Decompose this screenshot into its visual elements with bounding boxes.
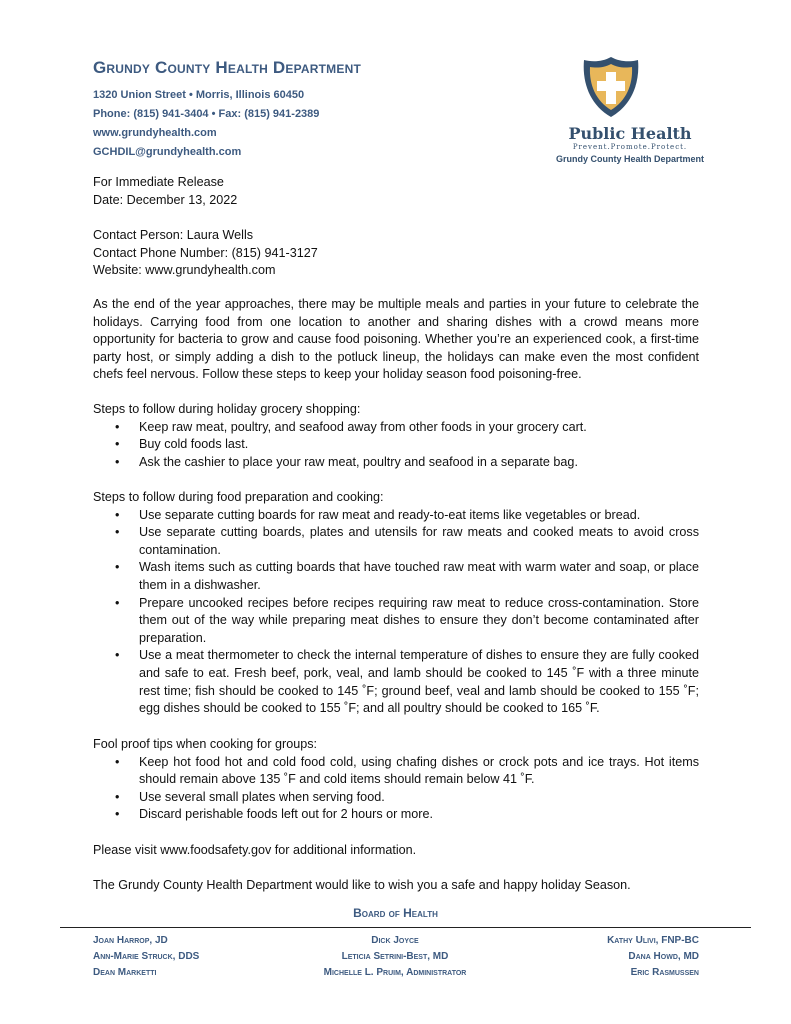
groups-heading: Fool proof tips when cooking for groups: — [93, 737, 318, 751]
intro-paragraph: As the end of the year approaches, there may be multiple meals and parties in your future to celebrate the holidays. Carrying food from one location to another and sharing dishes with a crowd means more opportunity for bacteria to grow and cause food poisoning. Whether you’re an experienced cook, a first-time party host, or simply adding a dish to the potluck lineup, the holidays can make even the most confident chefs feel nervous. Follow these steps to keep your holiday season food poisoning-free. — [93, 297, 699, 382]
list-item: • Use several small plates when serving food. — [93, 789, 699, 807]
contact-website: Website: www.grundyhealth.com — [93, 263, 276, 278]
board-member: Eric Rasmussen — [630, 967, 699, 978]
list-item: • Prepare uncooked recipes before recipes requiring raw meat to reduce cross-contamination. Store them out of the way while preparing meat dishes to ensure they don’t become contaminated after preparation. — [93, 595, 699, 648]
list-item: • Use separate cutting boards, plates and utensils for raw meats and cooked meats to avoid cross contamination. — [93, 524, 699, 559]
list-item: • Buy cold foods last. — [93, 436, 699, 454]
board-member: Michelle L. Pruim, Administrator — [323, 967, 467, 978]
board-member: Dick Joyce — [371, 935, 419, 946]
preparation-list — [93, 507, 699, 718]
list-item: • Use a meat thermometer to check the internal temperature of dishes to ensure they are fully cooked and safe to eat. Fresh beef, pork, veal, and lamb should be cooked to 145 ˚F with a three minute rest time; fish should be cooked to 145 ˚F; ground beef, veal and lamb should be cooked to 155 ˚F; egg dishes should be cooked to 155 ˚F; and all poultry should be cooked to 165 ˚F. — [93, 647, 699, 717]
release-info — [93, 174, 699, 209]
public-health-logo — [545, 55, 715, 170]
shopping-heading: Steps to follow during holiday grocery shopping: — [93, 402, 361, 416]
release-date: Date: December 13, 2022 — [93, 192, 238, 207]
board-title: Board of Health — [353, 906, 438, 920]
organization-name: Grundy County Health Department — [93, 58, 361, 77]
list-item: • Use separate cutting boards for raw meat and ready-to-eat items like vegetables or bread. — [93, 507, 699, 525]
board-member: Joan Harrop, JD — [93, 935, 168, 946]
list-item: • Keep raw meat, poultry, and seafood away from other foods in your grocery cart. — [93, 419, 699, 437]
board-member: Dean Marketti — [93, 967, 157, 978]
shopping-section — [93, 401, 699, 471]
logo-tagline: Prevent.Promote.Protect. — [572, 143, 688, 151]
board-column-left — [93, 933, 199, 981]
closing-note: The Grundy County Health Department would like to wish you a safe and happy holiday Season. — [93, 878, 631, 892]
board-column-center — [245, 933, 545, 981]
contact-info — [93, 227, 699, 280]
footer-divider — [60, 927, 751, 928]
preparation-heading: Steps to follow during food preparation and cooking: — [93, 490, 384, 504]
preparation-section — [93, 489, 699, 718]
contact-person: Contact Person: Laura Wells — [93, 228, 254, 242]
board-member: Dana Howd, MD — [628, 951, 699, 962]
shield-cross-icon — [582, 55, 640, 119]
board-column-right — [607, 933, 699, 981]
release-label: For Immediate Release — [93, 175, 224, 189]
website-link[interactable]: www.grundyhealth.com — [93, 127, 217, 139]
board-member: Leticia Setrini-Best, MD — [341, 951, 449, 962]
list-item: • Ask the cashier to place your raw meat, poultry and seafood in a separate bag. — [93, 454, 699, 472]
visit-note: Please visit www.foodsafety.gov for additional information. — [93, 843, 417, 857]
groups-list — [93, 754, 699, 824]
logo-title: Public Health — [568, 124, 692, 143]
logo-department: Grundy County Health Department — [555, 154, 704, 164]
board-member: Ann-Marie Struck, DDS — [93, 951, 200, 962]
letterhead-contact — [93, 86, 319, 162]
list-item: • Wash items such as cutting boards that have touched raw meat with warm water and soap, or place them in a dishwasher. — [93, 559, 699, 594]
groups-section — [93, 736, 699, 824]
phone-fax: Phone: (815) 941-3404 • Fax: (815) 941-2389 — [93, 108, 320, 120]
list-item: • Keep hot food hot and cold food cold, using chafing dishes or crock pots and ice trays. Hot items should remain above 135 ˚F and cold items should remain below 41 ˚F. — [93, 754, 699, 789]
shopping-list — [93, 419, 699, 472]
board-member: Kathy Ulivi, FNP-BC — [607, 935, 699, 946]
contact-phone: Contact Phone Number: (815) 941-3127 — [93, 245, 318, 260]
address: 1320 Union Street • Morris, Illinois 60450 — [93, 89, 305, 101]
email-link[interactable]: GCHDIL@grundyhealth.com — [93, 146, 242, 158]
list-item: • Discard perishable foods left out for 2 hours or more. — [93, 806, 699, 824]
